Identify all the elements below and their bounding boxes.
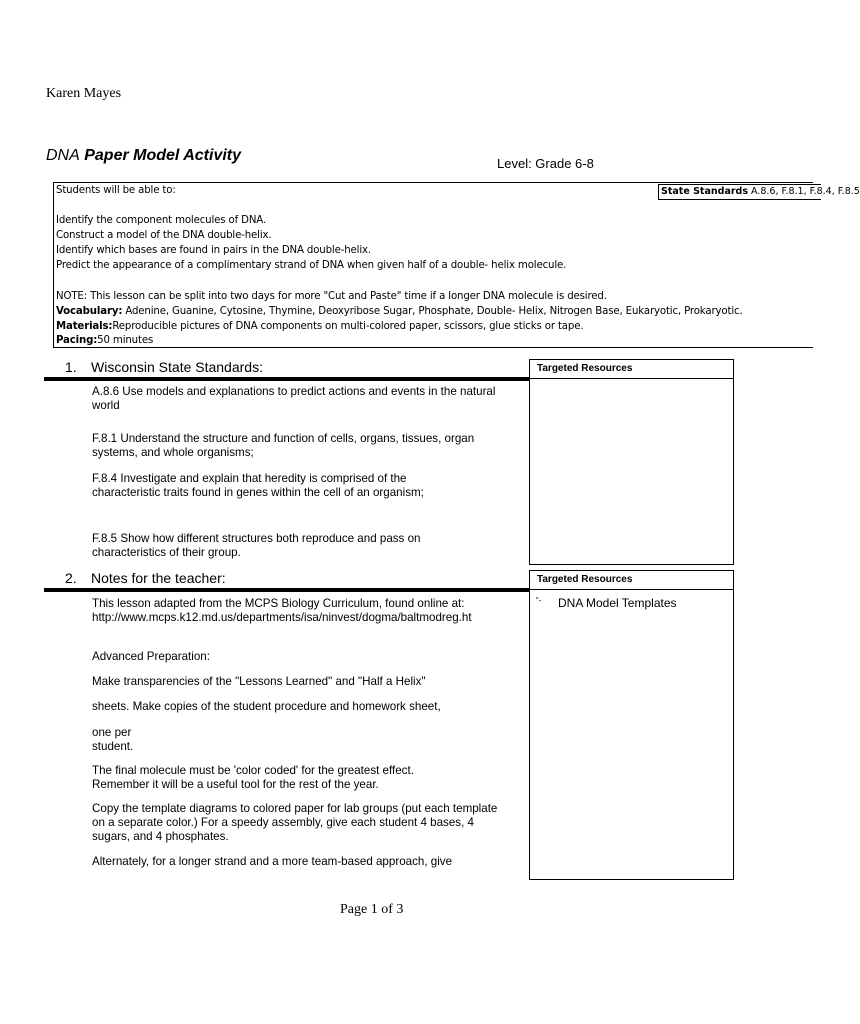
pacing-value: 50 minutes — [97, 335, 154, 346]
author-name: Karen Mayes — [46, 86, 122, 101]
notes-paragraph: This lesson adapted from the MCPS Biology Curriculum, found online at: http://www.mcps.k12.md.us/departments/isa/ninvest/dogma/baltmodreg.ht — [92, 597, 472, 624]
vocabulary-label: Vocabulary: — [56, 306, 123, 317]
section-1-heading — [65, 359, 263, 375]
standard-paragraph: F.8.4 Investigate and explain that heredity is comprised of the characteristic traits found in genes within the cell of an organism; — [92, 472, 424, 499]
grade-level: Level: Grade 6-8 — [497, 156, 594, 171]
notes-paragraph: one per student. — [92, 726, 134, 753]
document-title — [46, 147, 241, 165]
goal-item: Identify which bases are found in pairs in the DNA double-helix. — [56, 245, 371, 256]
lesson-note: NOTE: This lesson can be split into two days for more "Cut and Paste" time if a longer DNA molecule is desired. — [56, 291, 607, 302]
pacing-line — [56, 334, 153, 347]
notes-paragraph: sheets. Make copies of the student procedure and homework sheet, — [92, 700, 441, 713]
notes-paragraph: The final molecule must be 'color coded' for the greatest effect. Remember it will be a useful tool for the rest of the year. — [92, 764, 414, 791]
state-standards-box — [658, 184, 860, 200]
goal-item: Predict the appearance of a complimentary strand of DNA when given half of a double- helix molecule. — [56, 260, 567, 271]
section-2-title: Notes for the teacher: — [91, 570, 226, 586]
vocabulary-line — [56, 305, 743, 318]
materials-line — [56, 320, 583, 333]
section-2-number: 2. — [65, 570, 77, 586]
targeted-resources-box-1 — [529, 359, 734, 565]
targeted-resources-box-2 — [529, 570, 734, 880]
notes-paragraph: Alternately, for a longer strand and a more team-based approach, give — [92, 855, 453, 868]
standard-paragraph: F.8.5 Show how different structures both reproduce and pass on characteristics of their group. — [92, 532, 421, 559]
title-prefix: DNA — [46, 147, 80, 164]
notes-paragraph: Advanced Preparation: — [92, 650, 210, 663]
notes-paragraph: Copy the template diagrams to colored paper for lab groups (put each template on a separate color.) For a speedy assembly, give each student 4 bases, 4 sugars, and 4 phosphates. — [92, 802, 498, 843]
section-2-divider — [44, 588, 530, 592]
resource-item-label: DNA Model Templates — [558, 596, 677, 610]
section-1-number: 1. — [65, 359, 77, 375]
title-main: Paper Model Activity — [84, 147, 242, 164]
materials-list: Reproducible pictures of DNA components on multi-colored paper, scissors, glue sticks or tape. — [112, 321, 584, 332]
pacing-label: Pacing: — [56, 335, 98, 346]
page-number: Page 1 of 3 — [340, 902, 404, 917]
section-1-divider — [44, 377, 530, 381]
standard-paragraph: A.8.6 Use models and explanations to predict actions and events in the natural world — [92, 385, 496, 412]
resource-item — [530, 590, 733, 610]
goal-item: Identify the component molecules of DNA. — [56, 215, 267, 226]
targeted-resources-header: Targeted Resources — [530, 571, 733, 590]
section-2-heading — [65, 570, 226, 586]
state-standards-label: State Standards — [661, 186, 748, 197]
goal-item: Construct a model of the DNA double-helix. — [56, 230, 272, 241]
standard-paragraph: F.8.1 Understand the structure and function of cells, organs, tissues, organ systems, and whole organisms; — [92, 432, 475, 459]
targeted-resources-header: Targeted Resources — [530, 360, 733, 379]
resource-bullet: “- — [536, 596, 542, 605]
state-standards-value: A.8.6, F.8.1, F.8.4, F.8.5 — [748, 186, 860, 197]
objectives-box — [53, 182, 860, 348]
vocabulary-list: Adenine, Guanine, Cytosine, Thymine, Deoxyribose Sugar, Phosphate, Double- Helix, Nitrogen Base, Eukaryotic, Prokaryotic. — [122, 306, 743, 317]
materials-label: Materials: — [56, 321, 113, 332]
notes-paragraph: Make transparencies of the "Lessons Learned" and "Half a Helix" — [92, 675, 426, 688]
section-1-title: Wisconsin State Standards: — [91, 359, 263, 375]
objectives-intro: Students will be able to: — [56, 185, 176, 196]
